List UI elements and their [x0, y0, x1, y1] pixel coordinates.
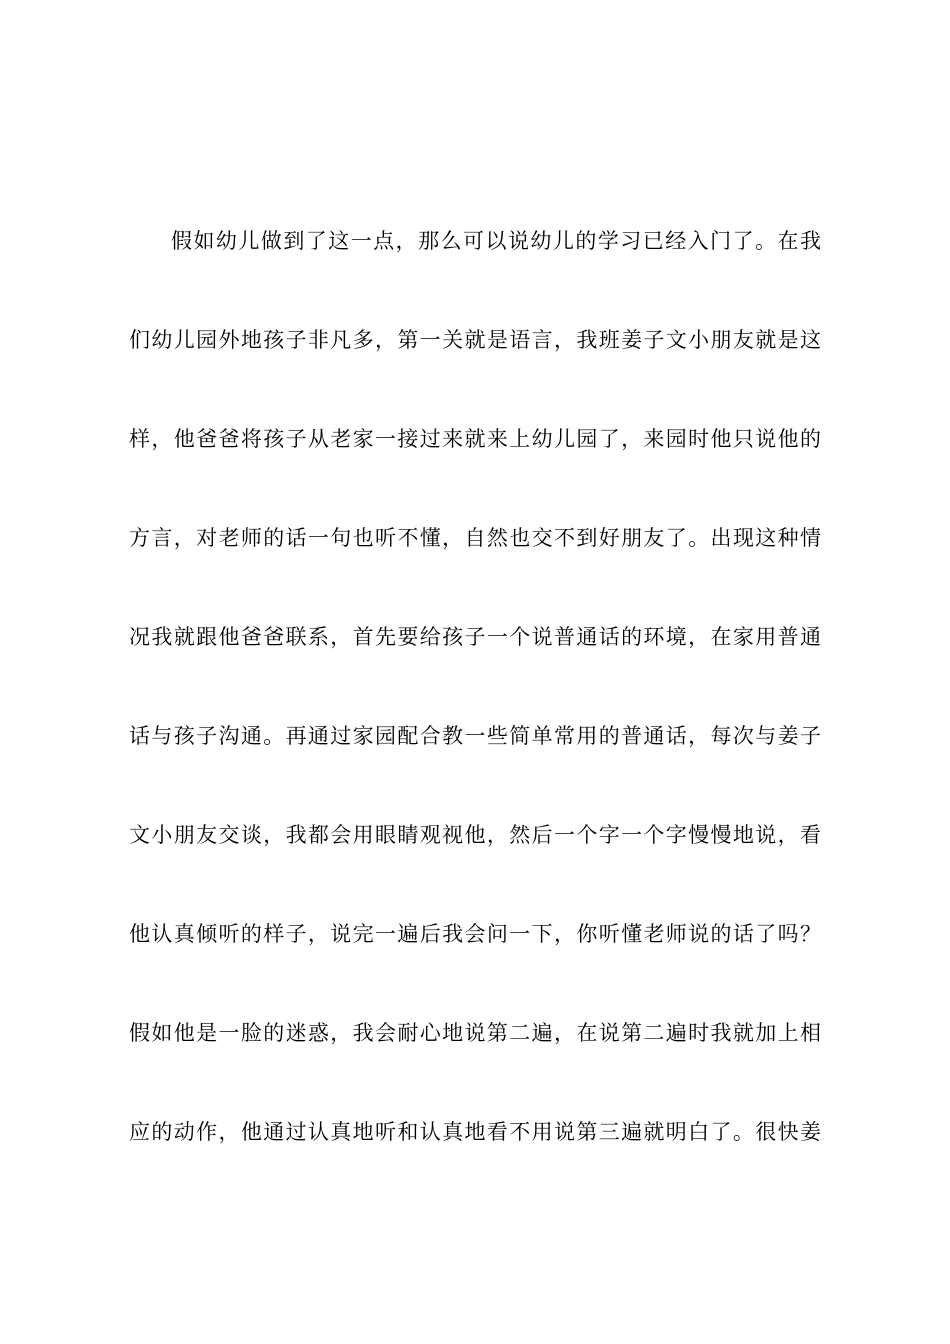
paragraph-line: 假如幼儿做到了这一点，那么可以说幼儿的学习已经入门了。在我 — [171, 229, 821, 253]
paragraph-line: 假如他是一脸的迷惑，我会耐心地说第二遍，在说第二遍时我就加上相 — [129, 1021, 821, 1045]
paragraph-line: 应的动作，他通过认真地听和认真地看不用说第三遍就明白了。很快姜 — [129, 1120, 821, 1144]
paragraph-line: 话与孩子沟通。再通过家园配合教一些简单常用的普通话，每次与姜子 — [129, 724, 821, 748]
paragraph-line: 们幼儿园外地孩子非凡多，第一关就是语言，我班姜子文小朋友就是这 — [129, 328, 821, 352]
paragraph-line: 样，他爸爸将孩子从老家一接过来就来上幼儿园了，来园时他只说他的 — [129, 427, 821, 451]
paragraph-line: 况我就跟他爸爸联系，首先要给孩子一个说普通话的环境，在家用普通 — [129, 625, 821, 649]
paragraph-line: 他认真倾听的样子，说完一遍后我会问一下，你听懂老师说的话了吗？ — [129, 922, 821, 946]
paragraph-line: 文小朋友交谈，我都会用眼睛观视他，然后一个字一个字慢慢地说，看 — [129, 823, 821, 847]
paragraph-line: 方言，对老师的话一句也听不懂，自然也交不到好朋友了。出现这种情 — [129, 526, 821, 550]
